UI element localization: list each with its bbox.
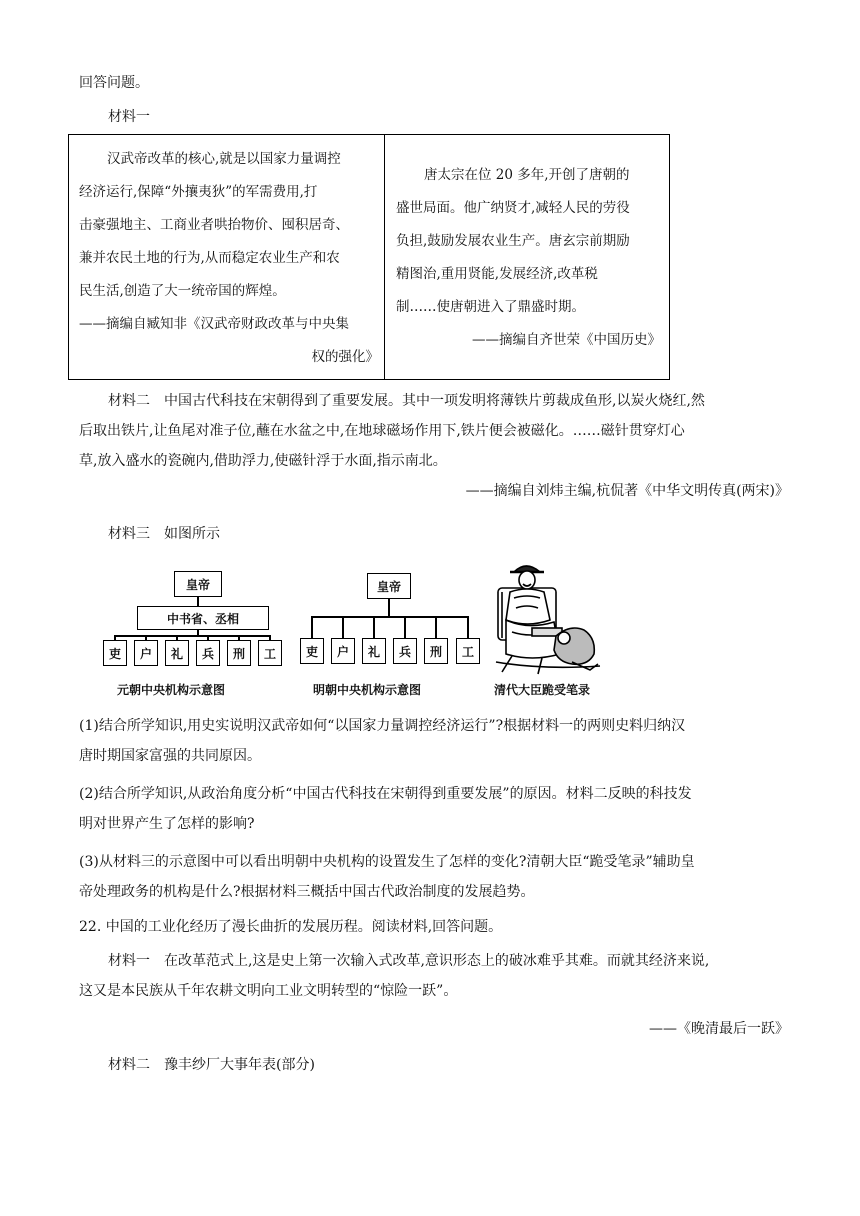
question-1-line: (1)结合所学知识,用史实说明汉武帝如何“以国家力量调控经济运行”?根据材料一的两则史料归纳汉 (79, 718, 686, 734)
material-2 (79, 386, 789, 506)
question-2 (79, 779, 789, 839)
right-source: ——摘编自齐世荣《中国历史》 (472, 332, 661, 348)
connector (388, 599, 390, 617)
material-2-source: ——摘编自刘炜主编,杭侃著《中华文明传真(两宋)》 (465, 483, 789, 499)
q22-material-1-source: ——《晚清最后一跃》 (649, 1021, 789, 1037)
q22-material-2-label: 材料二 豫丰纱厂大事年表(部分) (108, 1057, 315, 1073)
right-line: 盛世局面。他广纳贤才,减轻人民的劳役 (396, 200, 630, 216)
question-22-stem: 22. 中国的工业化经历了漫长曲折的发展历程。阅读材料,回答问题。 (79, 919, 503, 935)
ming-ministry-box: 兵 (393, 638, 417, 664)
connector (467, 616, 469, 638)
left-line: 民生活,创造了大一统帝国的辉煌。 (79, 283, 286, 299)
left-line: 经济运行,保障“外攘夷狄”的军需费用,打 (79, 184, 318, 200)
right-line: 负担,鼓励发展农业生产。唐玄宗前期励 (396, 233, 630, 249)
question-2-line: (2)结合所学知识,从政治角度分析“中国古代科技在宋朝得到重要发展”的原因。材料二反映的科技发 (79, 786, 692, 802)
q22-material-1 (79, 946, 789, 1044)
yuan-ministry-box: 吏 (103, 640, 127, 666)
material-2-line: 材料二 中国古代科技在宋朝得到了重要发展。其中一项发明将薄铁片剪裁成鱼形,以炭火烧红,然 (108, 393, 705, 409)
connector (342, 616, 344, 638)
right-line: 唐太宗在位 20 多年,开创了唐朝的 (424, 167, 630, 183)
yuan-ministry-box: 户 (134, 640, 158, 666)
right-line: 精图治,重用贤能,发展经济,改革税 (396, 266, 598, 282)
material-2-line: 草,放入盛水的瓷碗内,借助浮力,使磁针浮于水面,指示南北。 (79, 453, 447, 469)
material-1-label: 材料一 (108, 109, 150, 125)
ming-caption: 明朝中央机构示意图 (313, 683, 422, 697)
yuan-ministry-box: 工 (258, 640, 282, 666)
left-line: 击豪强地主、工商业者哄抬物价、囤积居奇、 (79, 217, 349, 233)
ming-ministry-box: 刑 (424, 638, 448, 664)
ming-ministry-box: 户 (331, 638, 355, 664)
left-source-cont: 权的强化》 (311, 349, 379, 365)
q22-material-1-line: 这又是本民族从千年农耕文明向工业文明转型的“惊险一跃”。 (79, 983, 458, 999)
connector (114, 635, 270, 637)
question-2-line: 明对世界产生了怎样的影响? (79, 816, 255, 832)
connector (435, 616, 437, 638)
yuan-ministry-box: 礼 (165, 640, 189, 666)
question-1 (79, 711, 789, 771)
connector (311, 616, 313, 638)
connector (311, 616, 469, 618)
ming-ministry-box: 吏 (300, 638, 324, 664)
yuan-emperor-box: 皇帝 (174, 571, 222, 597)
question-3 (79, 847, 789, 907)
question-3-line: (3)从材料三的示意图中可以看出明朝中央机构的设置发生了怎样的变化?清朝大臣“跪受笔录”辅助皇 (79, 854, 695, 870)
connector (404, 616, 406, 638)
intro-text: 回答问题。 (79, 75, 149, 91)
q22-material-1-line: 材料一 在改革范式上,这是史上第一次输入式改革,意识形态上的破冰难乎其难。而就其经济来说, (108, 953, 710, 969)
ming-ministry-box: 礼 (362, 638, 386, 664)
material-1-right-cell (396, 159, 661, 357)
yuan-ministry-box: 兵 (196, 640, 220, 666)
ming-emperor-box: 皇帝 (367, 573, 411, 599)
material-2-line: 后取出铁片,让鱼尾对准子位,蘸在水盆之中,在地球磁场作用下,铁片便会被磁化。……磁针贯穿灯心 (79, 423, 685, 439)
table-divider (384, 135, 385, 379)
question-3-line: 帝处理政务的机构是什么?根据材料三概括中国古代政治制度的发展趋势。 (79, 884, 535, 900)
right-line: 制……使唐朝进入了鼎盛时期。 (396, 299, 585, 315)
yuan-zhongshu-box: 中书省、丞相 (137, 606, 269, 630)
kneeling-official-illustration (492, 558, 602, 676)
material-1-left-cell (79, 143, 379, 374)
left-line: 兼并农民土地的行为,从而稳定农业生产和农 (79, 250, 340, 266)
ming-ministry-box: 工 (456, 638, 480, 664)
material-3-label: 材料三 如图所示 (108, 526, 220, 542)
left-source: ——摘编自臧知非《汉武帝财政改革与中央集 (79, 316, 349, 332)
left-line: 汉武帝改革的核心,就是以国家力量调控 (107, 151, 341, 167)
yuan-ministry-box: 刑 (227, 640, 251, 666)
material-1-table (68, 134, 670, 380)
connector (373, 616, 375, 638)
connector (197, 597, 199, 606)
yuan-caption: 元朝中央机构示意图 (117, 683, 226, 697)
qing-caption: 清代大臣跪受笔录 (494, 683, 591, 697)
question-1-line: 唐时期国家富强的共同原因。 (79, 748, 261, 764)
